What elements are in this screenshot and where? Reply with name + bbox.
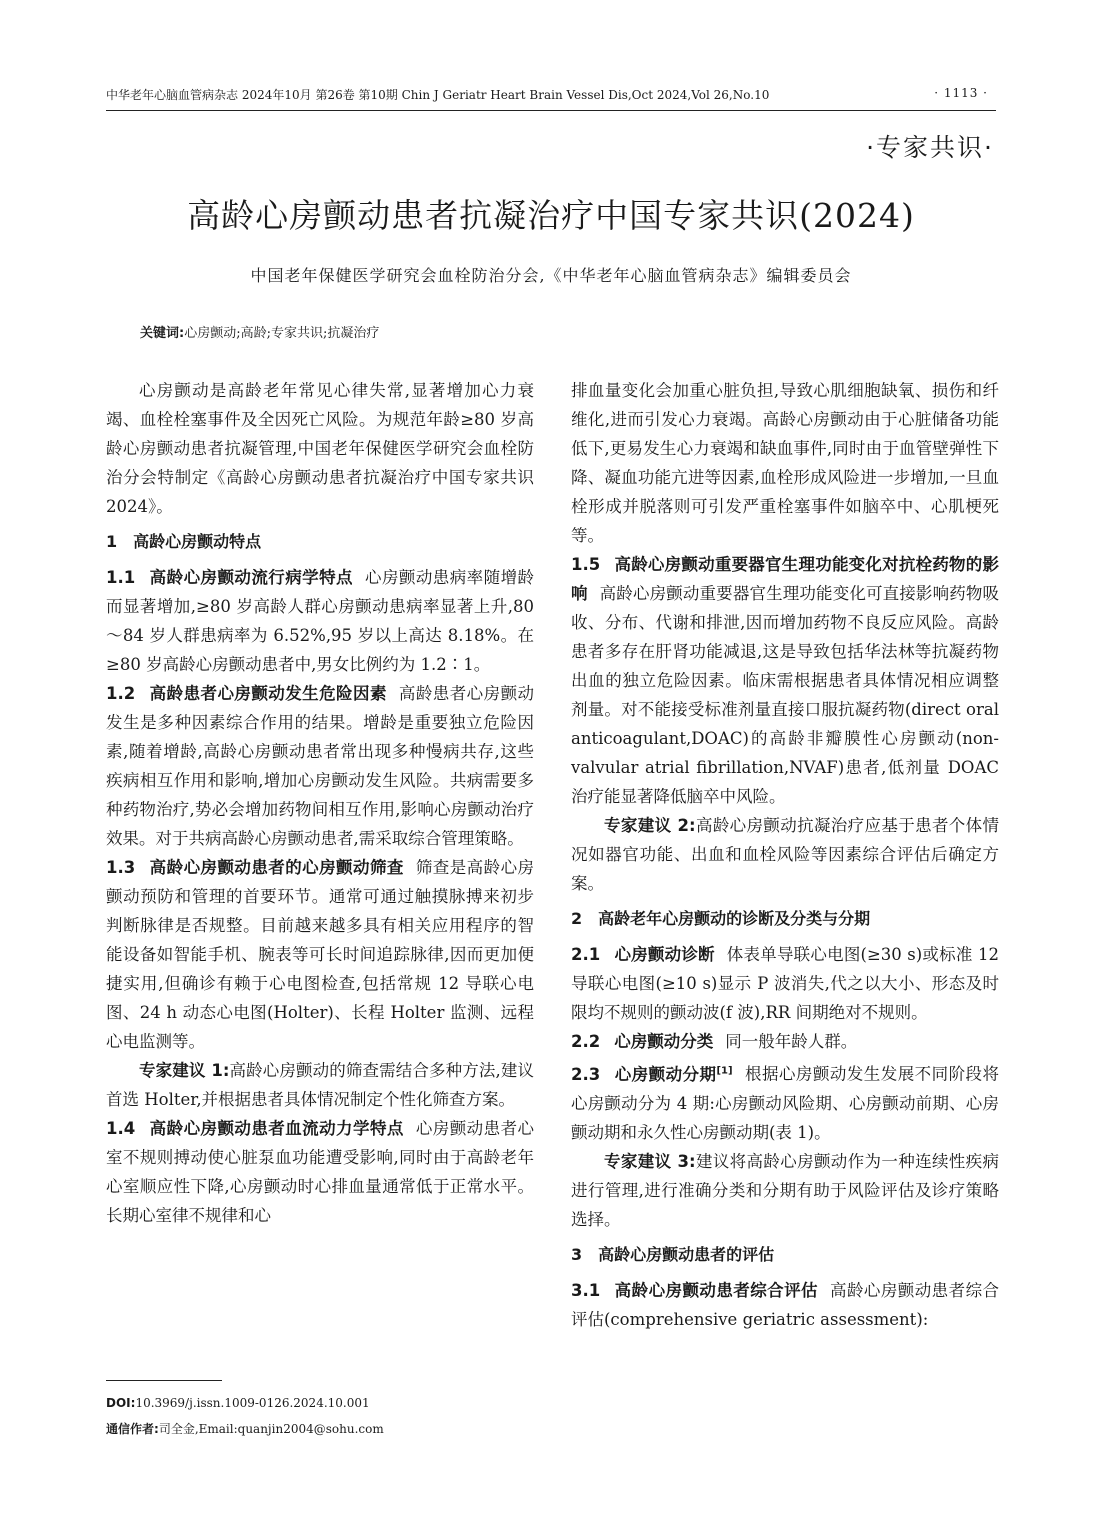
header-rule <box>106 110 996 111</box>
right-column <box>571 376 999 1334</box>
left-column <box>106 376 534 1230</box>
section-2-1: 2.1 心房颤动诊断 体表单导联心电图(≥30 s)或标准 12 导联心电图(≥10 s)显示 P 波消失,代之以大小、形态及时限均不规则的颤动波(f 波),RR 间期绝对不规则。 <box>571 945 1000 1022</box>
section-1-2: 1.2 高龄患者心房颤动发生危险因素 高龄患者心房颤动发生是多种因素综合作用的结果。增龄是重要独立危险因素,随着增龄,高龄心房颤动患者常出现多种慢病共存,这些疾病相互作用和影响,增加心房颤动发生风险。共病需要多种药物治疗,势必会增加药物间相互作用,影响心房颤动治疗效果。对于共病高龄心房颤动患者,需采取综合管理策略。 <box>106 684 535 848</box>
corresponding-author-footnote: 通信作者:司全金,Email:quanjin2004@sohu.com <box>106 1422 384 1436</box>
expert-advice-2: 专家建议 2:高龄心房颤动抗凝治疗应基于患者个体情况如器官功能、出血和血栓风险等因素综合评估后确定方案。 <box>571 816 1000 893</box>
journal-citation: 中华老年心脑血管病杂志 2024年10月 第26卷 第10期 Chin J Geriatr Heart Brain Vessel Dis,Oct 2024,Vol 26,No.10 <box>106 88 770 102</box>
section-2-3: 2.3 心房颤动分期[1] 根据心房颤动发生发展不同阶段将心房颤动分为 4 期:心房颤动风险期、心房颤动前期、心房颤动期和永久性心房颤动期(表 1)。 <box>571 1064 1000 1142</box>
expert-advice-3: 专家建议 3:建议将高龄心房颤动作为一种连续性疾病进行管理,进行准确分类和分期有助于风险评估及诊疗策略选择。 <box>571 1151 1000 1229</box>
section-1-heading: 1 高龄心房颤动特点 <box>106 532 262 551</box>
keywords-label: 关键词: <box>140 326 185 341</box>
section-1-1: 1.1 高龄心房颤动流行病学特点 心房颤动患病率随增龄而显著增加,≥80 岁高龄人群心房颤动患病率显著上升,80～84 岁人群患病率为 6.52%,95 岁以上高达 8.18%。在≥80 岁高龄心房颤动患者中,男女比例约为 1.2∶1。 <box>106 568 535 674</box>
section-1-4-continued: 排血量变化会加重心脏负担,导致心肌细胞缺氧、损伤和纤维化,进而引发心力衰竭。高龄心房颤动由于心脏储备功能低下,更易发生心力衰竭和缺血事件,同时由于血管壁弹性下降、凝血功能亢进等因素,血栓形成风险进一步增加,一旦血栓形成并脱落则可引发严重栓塞事件如脑卒中、心肌梗死等。 <box>571 381 999 545</box>
expert-advice-1: 专家建议 1:高龄心房颤动的筛查需结合多种方法,建议首选 Holter,并根据患者具体情况制定个性化筛查方案。 <box>106 1061 534 1109</box>
section-2-heading: 2 高龄老年心房颤动的诊断及分类与分期 <box>571 909 871 928</box>
section-1-3: 1.3 高龄心房颤动患者的心房颤动筛查 筛查是高龄心房颤动预防和管理的首要环节。通常可通过触摸脉搏来初步判断脉律是否规整。目前越来越多具有相关应用程序的智能设备如智能手机、腕表等可长时间追踪脉律,因而更加便捷实用,但确诊有赖于心电图检查,包括常规 12 导联心电图、24 h 动态心电图(Holter)、长程 Holter 监测、远程心电监测等。 <box>106 858 535 1051</box>
doi-footnote: DOI:10.3969/j.issn.1009-0126.2024.10.001 <box>106 1396 370 1410</box>
keywords <box>140 322 379 341</box>
section-3-heading: 3 高龄心房颤动患者的评估 <box>571 1244 775 1264</box>
intro-paragraph: 心房颤动是高龄老年常见心律失常,显著增加心力衰竭、血栓栓塞事件及全因死亡风险。为规范年龄≥80 岁高龄心房颤动患者抗凝管理,中国老年保健医学研究会血栓防治分会特制定《高龄心房颤动患者抗凝治疗中国专家共识 2024》。 <box>106 381 534 516</box>
section-2-2: 2.2 心房颤动分类 同一般年龄人群。 <box>571 1032 858 1051</box>
page-number: · 1113 · <box>934 86 988 100</box>
footnote-rule <box>106 1380 222 1381</box>
column-tag: ·专家共识· <box>866 133 994 162</box>
authors: 中国老年保健医学研究会血栓防治分会,《中华老年心脑血管病杂志》编辑委员会 <box>250 266 852 285</box>
reference-marker: [1] <box>716 1065 733 1076</box>
section-3-1: 3.1 高龄心房颤动患者综合评估 高龄心房颤动患者综合评估(comprehensive geriatric assessment): <box>571 1280 1000 1329</box>
article-title: 高龄心房颤动患者抗凝治疗中国专家共识(2024) <box>187 196 915 235</box>
keywords-text: 心房颤动;高龄;专家共识;抗凝治疗 <box>184 326 380 341</box>
section-1-4: 1.4 高龄心房颤动患者血流动力学特点 心房颤动患者心室不规则搏动使心脏泵血功能遭受影响,同时由于高龄老年心室顺应性下降,心房颤动时心排血量通常低于正常水平。长期心室律不规律和心 <box>106 1119 535 1225</box>
running-header <box>106 86 996 106</box>
section-1-5: 1.5 高龄心房颤动重要器官生理功能变化对抗栓药物的影响 高龄心房颤动重要器官生理功能变化可直接影响药物吸收、分布、代谢和排泄,因而增加药物不良反应风险。高龄患者多存在肝肾功能减退,这是导致包括华法林等抗凝药物出血的独立危险因素。临床需根据患者具体情况相应调整剂量。对不能接受标准剂量直接口服抗凝药物(direct oral anticoagulant,DOAC)的高龄非瓣膜性心房颤动(non-valvular atrial fibrillation,NVAF)患者,低剂量 DOAC 治疗能显著降低脑卒中风险。 <box>571 555 1000 806</box>
